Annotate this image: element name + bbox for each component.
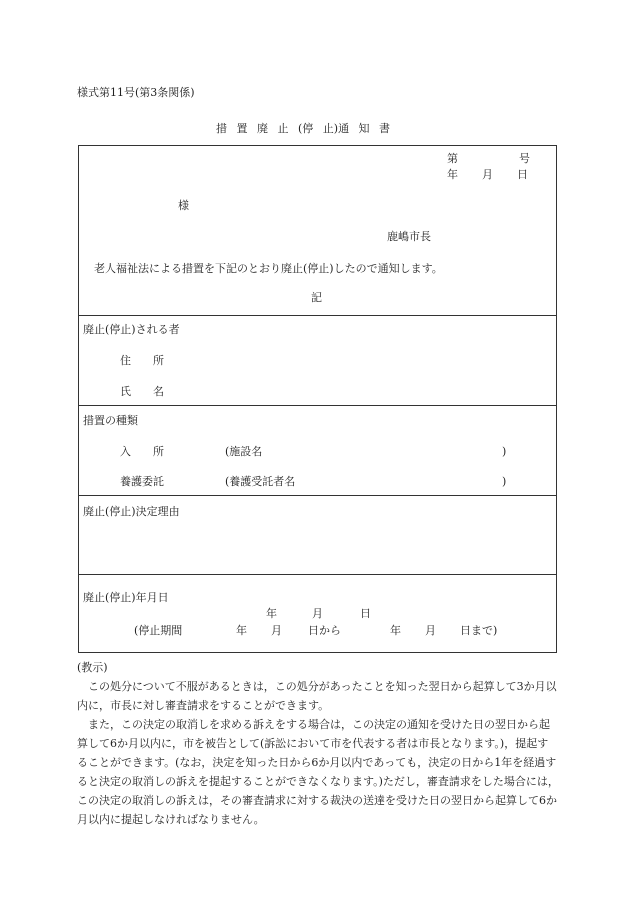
- form-number: 様式第11号(第3条関係): [77, 86, 195, 99]
- reason-section: [78, 495, 557, 575]
- period-until-month: 月: [425, 624, 436, 637]
- number-prefix: 第: [447, 152, 458, 165]
- page-title: 措 置 廃 止 (停 止)通 知 書: [216, 122, 391, 135]
- date-heading: 廃止(停止)年月日: [83, 591, 169, 604]
- period-until-day: 日まで): [460, 624, 498, 637]
- person-heading: 廃止(停止)される者: [83, 323, 180, 336]
- trustee-name-close: ): [502, 475, 507, 488]
- date-month-label: 月: [312, 607, 323, 620]
- measure-type-heading: 措置の種類: [83, 414, 138, 427]
- instructions-paragraph-2: また，この決定の取消しを求める訴えをする場合は，この決定の通知を受けた日の翌日から起算して6か月以内に，市を被告として(訴訟において市を代表する者は市長となります。)，提起することができます。(なお，決定を知った日から6か月以内であっても，決定の日から1年を経過すると決定の取消しの訴えを提起することができなくなります。)ただし，審査請求をした場合には，この決定の取消しの訴えは，その審査請求に対する裁決の送達を受けた日の翌日から起算して6か月以内に提起しなければなりません。: [77, 718, 559, 826]
- period-from-year: 年: [236, 624, 247, 637]
- date-month: 月: [482, 168, 493, 181]
- trustee-name-open: (養護受託者名: [225, 475, 296, 488]
- period-from-day: 日から: [308, 624, 341, 637]
- date-day-label: 日: [360, 607, 371, 620]
- instructions: [77, 658, 559, 829]
- issuer: 鹿嶋市長: [387, 230, 431, 243]
- instructions-paragraph-1: この処分について不服があるときは，この処分があったことを知った翌日から起算して3か月以内に，市長に対し審査請求をすることができます。: [77, 680, 557, 712]
- date-day: 日: [517, 168, 528, 181]
- reason-heading: 廃止(停止)決定理由: [83, 505, 180, 518]
- date-year-label: 年: [266, 607, 277, 620]
- date-section: [78, 574, 557, 653]
- person-section: [78, 315, 557, 406]
- admission-label: 入 所: [120, 445, 164, 458]
- period-until-year: 年: [390, 624, 401, 637]
- statement: 老人福祉法による措置を下記のとおり廃止(停止)したので通知します。: [94, 262, 443, 275]
- header-section: [78, 145, 557, 316]
- ki-label: 記: [311, 291, 322, 304]
- facility-name-close: ): [502, 445, 507, 458]
- entrust-label: 養護委託: [120, 475, 164, 488]
- addressee-suffix: 様: [178, 199, 189, 212]
- measure-type-section: [78, 405, 557, 496]
- date-year: 年: [447, 168, 458, 181]
- address-label: 住 所: [120, 354, 164, 367]
- period-open: (停止期間: [134, 624, 183, 637]
- instructions-heading: (教示): [77, 661, 108, 674]
- name-label: 氏 名: [120, 385, 164, 398]
- period-from-month: 月: [271, 624, 282, 637]
- facility-name-open: (施設名: [225, 445, 263, 458]
- number-suffix: 号: [519, 152, 530, 165]
